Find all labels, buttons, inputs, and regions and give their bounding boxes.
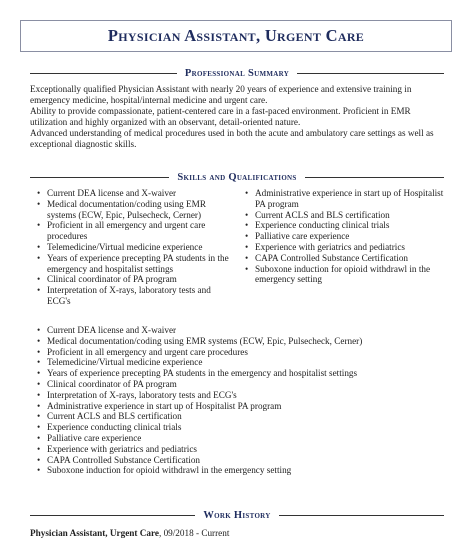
work-history-heading: Work History [203,509,271,521]
list-item: • CAPA Controlled Substance Certification [242,253,448,264]
list-item: • Interpretation of X-rays, laboratory tests and ECG's [34,390,448,401]
summary-heading: Professional Summary [184,67,290,79]
list-item: • Current DEA license and X-waiver [34,188,230,199]
skills-section-header [30,170,444,184]
skills-list-full [34,325,448,476]
summary-paragraph: Exceptionally qualified Physician Assistant with nearly 20 years of experience and extensive training in emergency medicine, hospital/internal medicine and urgent care. [30,84,412,105]
summary-paragraph: Ability to provide compassionate, patient-centered care in a fast-paced environment. Proficient in EMR utilization and highly organized with an observant, detail-oriented nature. [30,106,411,127]
page-title: Physician Assistant, Urgent Care [107,26,365,45]
divider-right [279,515,444,516]
list-item: • Current ACLS and BLS certification [34,411,448,422]
summary-body [30,84,444,150]
list-item: • Current DEA license and X-waiver [34,325,448,336]
job-entry [30,528,444,539]
list-item: • Medical documentation/coding using EMR systems (ECW, Epic, Pulsecheck, Cerner) [34,199,230,221]
list-item: • Proficient in all emergency and urgent care procedures [34,347,448,358]
list-item: • Years of experience precepting PA students in the emergency and hospitalist settings [34,253,230,275]
list-item: • Suboxone induction for opioid withdrawl in the emergency setting [34,465,448,476]
list-item: • Clinical coordinator of PA program [34,379,448,390]
list-item: • Palliative care experience [242,231,448,242]
list-item: • Current ACLS and BLS certification [242,210,448,221]
skills-heading: Skills and Qualifications [177,171,297,183]
list-item: • Experience with geriatrics and pediatrics [34,444,448,455]
divider-right [305,177,444,178]
divider-left [30,73,177,74]
skills-list-left [34,188,230,307]
divider-right [297,73,444,74]
list-item: • Telemedicine/Virtual medicine experience [34,357,448,368]
list-item: • Experience with geriatrics and pediatrics [242,242,448,253]
skills-list-right [242,188,448,285]
list-item: • Palliative care experience [34,433,448,444]
list-item: • Proficient in all emergency and urgent care procedures [34,220,230,242]
divider-left [30,177,169,178]
list-item: • Telemedicine/Virtual medicine experience [34,242,230,253]
list-item: • Medical documentation/coding using EMR systems (ECW, Epic, Pulsecheck, Cerner) [34,336,448,347]
list-item: • Administrative experience in start up of Hospitalist PA program [34,401,448,412]
list-item: • Experience conducting clinical trials [34,422,448,433]
summary-section-header [30,66,444,80]
job-title: Physician Assistant, Urgent Care [30,528,159,538]
work-history-section-header [30,508,444,522]
title-box [20,20,452,52]
divider-left [30,515,195,516]
list-item: • Experience conducting clinical trials [242,220,448,231]
list-item: • Administrative experience in start up of Hospitalist PA program [242,188,448,210]
list-item: • Interpretation of X-rays, laboratory tests and ECG's [34,285,230,307]
list-item: • Suboxone induction for opioid withdrawl in the emergency setting [242,264,448,286]
list-item: • Clinical coordinator of PA program [34,274,230,285]
summary-paragraph: Advanced understanding of medical procedures used in both the acute and ambulatory care settings as well as exceptional diagnostic skills. [30,128,434,149]
list-item: • CAPA Controlled Substance Certification [34,455,448,466]
list-item: • Years of experience precepting PA students in the emergency and hospitalist settings [34,368,448,379]
job-dates: , 09/2018 - Current [158,528,230,538]
